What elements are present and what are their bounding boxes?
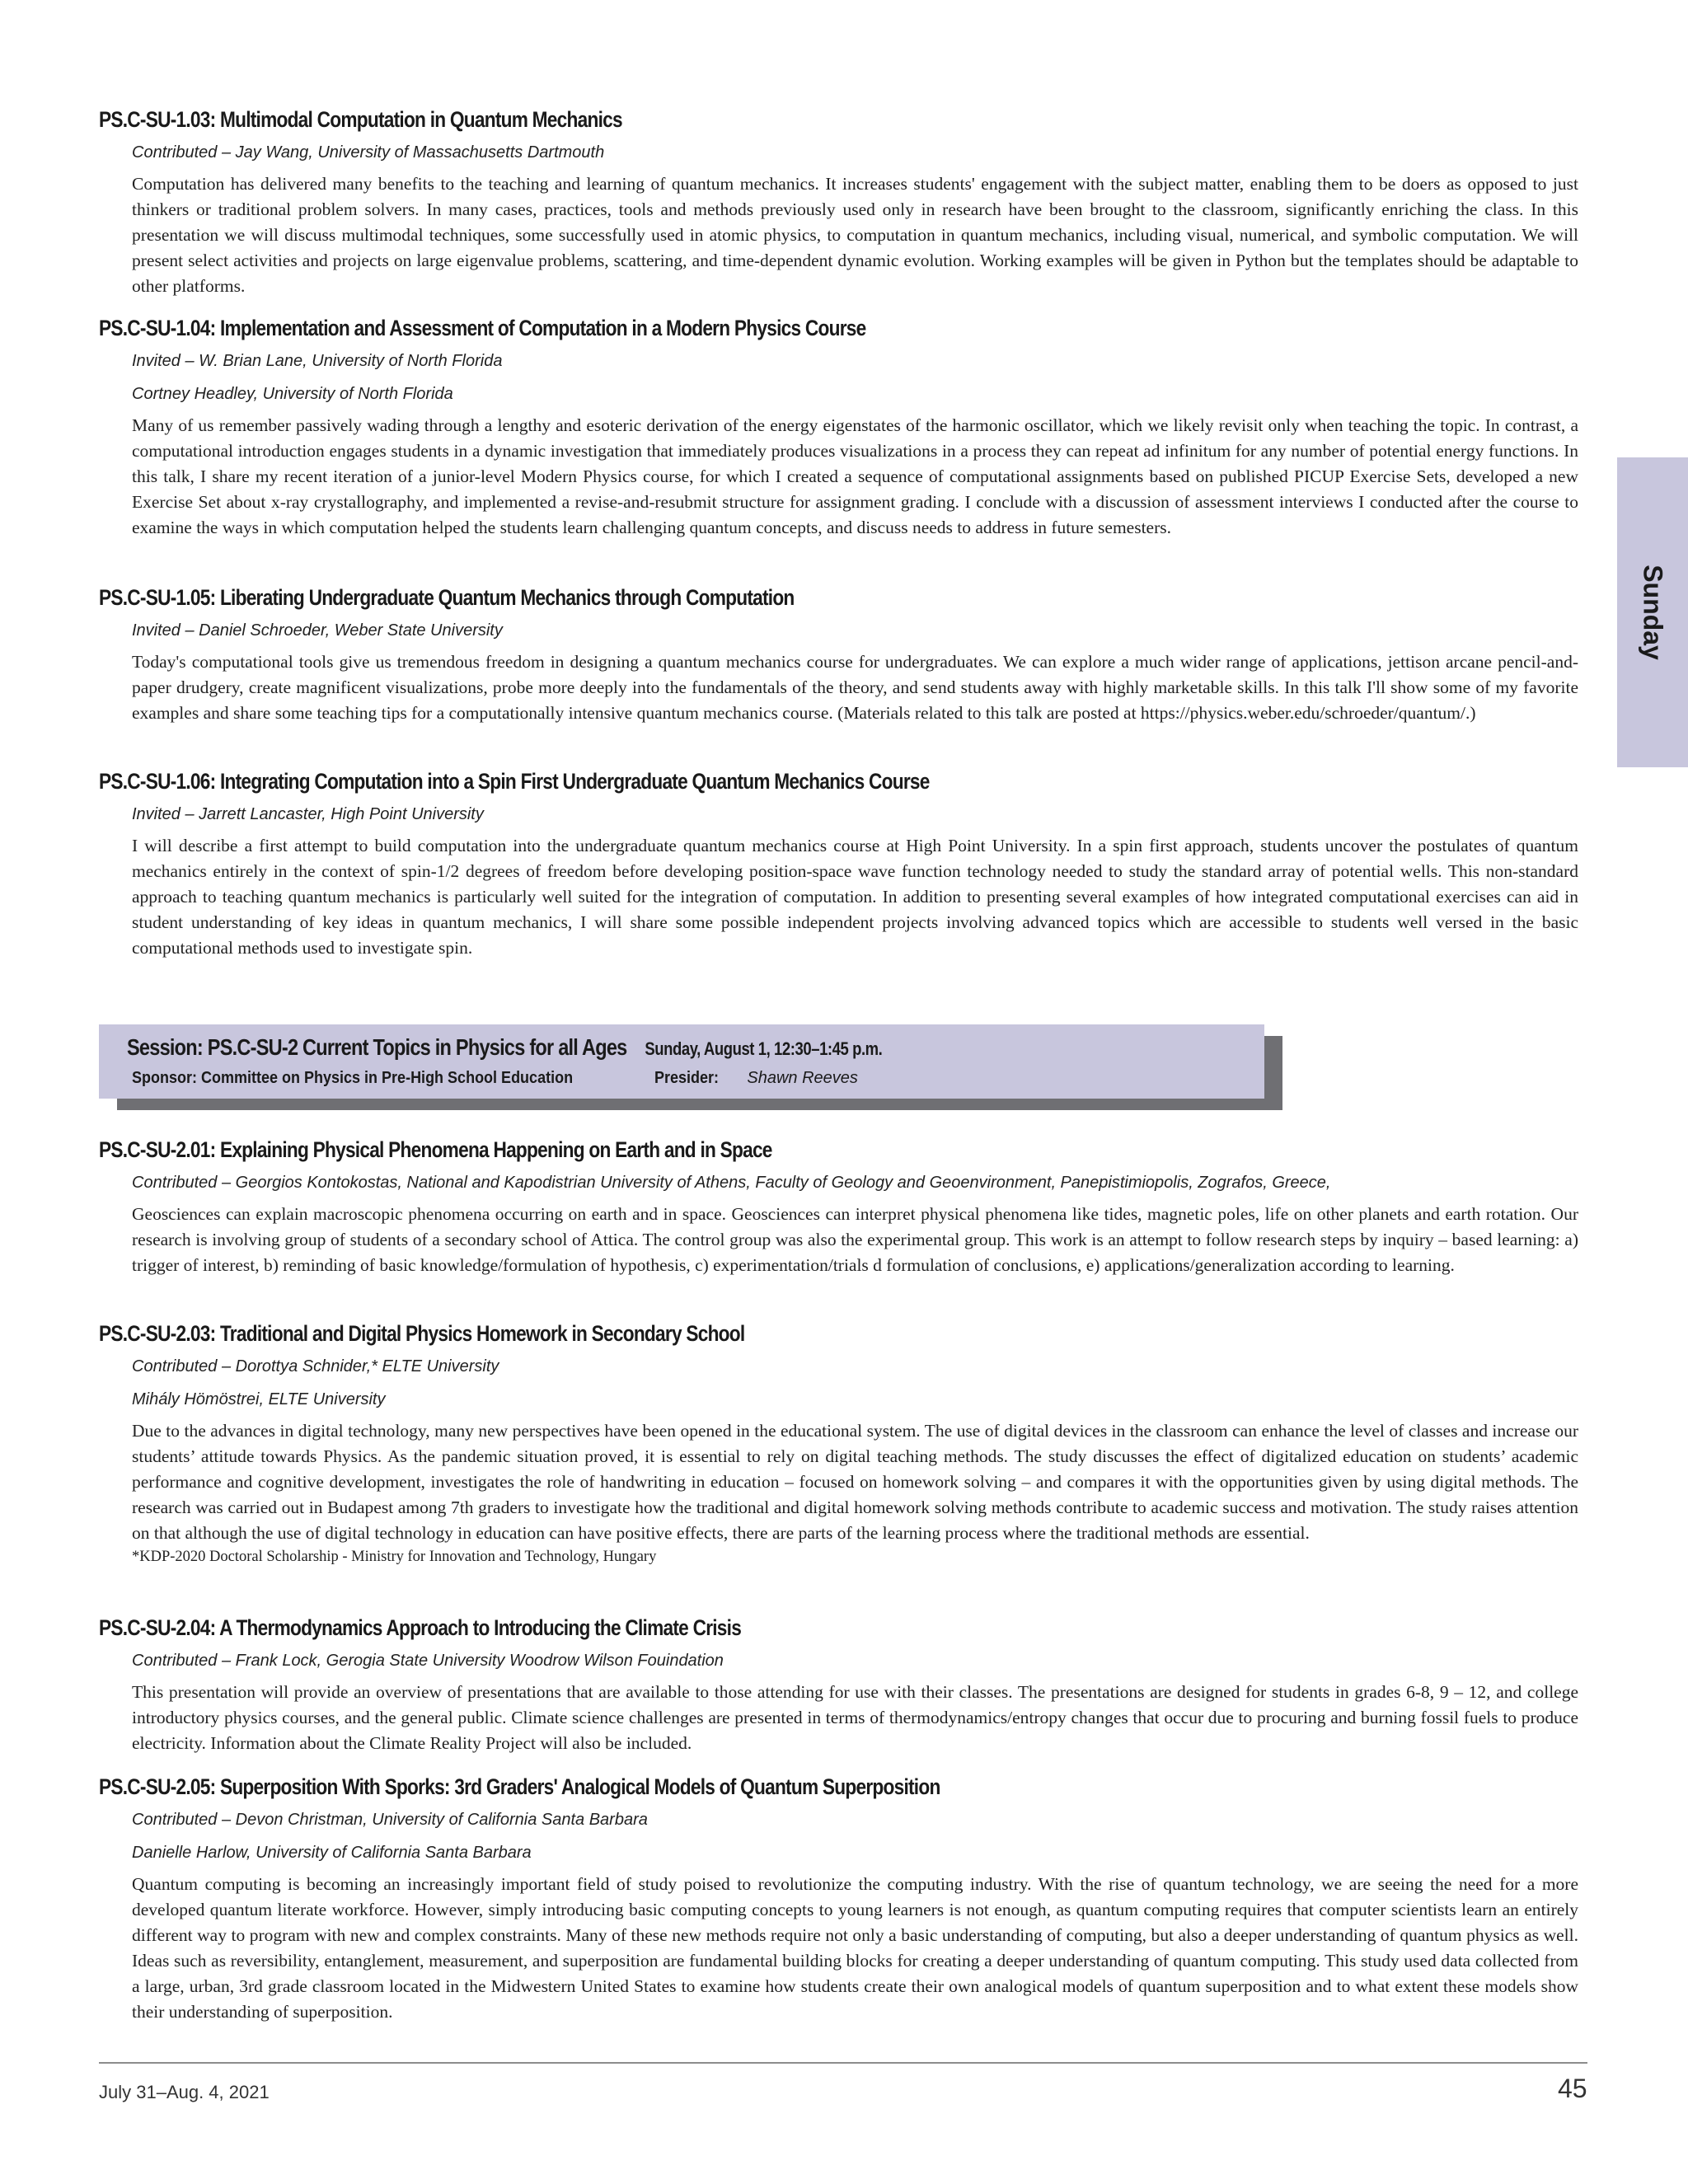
abstract-ps-c-su-2-05 [99,1773,1582,2025]
day-side-tab [1617,457,1688,767]
abstract-ps-c-su-2-01 [99,1136,1582,1278]
presider-label: Presider: [654,1069,720,1087]
abstract-title: PS.C-SU-2.01: Explaining Physical Phenomena Happening on Earth and in Space [99,1137,772,1162]
page-number: 45 [1558,2074,1587,2103]
abstract-author: Danielle Harlow, University of California Santa Barbara [132,1844,532,1862]
abstract-body: Today's computational tools give us tremendous freedom in designing a quantum mechanics course for undergraduates. We can explore a much wider range of applications, jettison arcane pencil-and-paper drudgery, create magnificent visualizations, probe more deeply into the fundamentals of the theory, and send students away with highly marketable skills. In this talk I'll show some of my favorite examples and share some teaching tips for a computationally intensive quantum mechanics course. (Materials related to this talk are posted at https://physics.weber.edu/schroeder/quantum/.) [132,652,1578,723]
day-side-tab-label: Sunday [1638,565,1668,660]
abstract-title: PS.C-SU-1.06: Integrating Computation into a Spin First Undergraduate Quantum Mechanics Course [99,769,930,794]
abstract-title: PS.C-SU-2.04: A Thermodynamics Approach to Introducing the Climate Crisis [99,1615,742,1640]
abstract-title: PS.C-SU-1.05: Liberating Undergraduate Quantum Mechanics through Computation [99,585,795,610]
abstract-ps-c-su-1-06 [99,767,1582,961]
abstract-body: Geosciences can explain macroscopic phenomena occurring on earth and in space. Geosciences can interpret physical phenomena like tides, magnetic poles, life on other planets and earth rotation. Our research is involving group of students of a secondary school of Attica. The control group was also the experimental group. This work is an attempt to follow research steps by inquiry – based learning: a) trigger of interest, b) reminding of basic knowledge/formulation of hypothesis, c) experimentation/trials d formulation of conclusions, e) applications/generalization according to learning. [132,1204,1578,1275]
abstract-body: I will describe a first attempt to build computation into the undergraduate quantum mechanics course at High Point University. In a spin first approach, students uncover the postulates of quantum mechanics entirely in the context of spin-1/2 degrees of freedom before developing position-space wave function technology needed to study the standard array of potential wells. This non-standard approach to teaching quantum mechanics is particularly well suited for the integration of computation. In addition to presenting several examples of how integrated computational exercises can aid in student understanding of key ideas in quantum mechanics, I will share some possible independent projects involving advanced topics which are accessible to students well versed in the basic computational methods used to investigate spin. [132,836,1578,958]
session-code: Session: PS.C-SU-2 Current Topics in Physics for all Ages [127,1034,627,1060]
abstract-body: Due to the advances in digital technology, many new perspectives have been opened in the educational system. The use of digital devices in the classroom can enhance the level of classes and increase our students’ attitude towards Physics. As the pandemic situation proved, it is essential to rely on digital teaching methods. The study discusses the effect of digitalized education on students’ academic performance and cognitive development, investigates the role of handwriting in education – focused on homework solving – and compares it with the opportunities given by using digital methods. The research was carried out in Budapest among 7th graders to investigate how the traditional and digital homework solving methods contribute to academic success and motivation. The study raises attention on that although the use of digital technology in education can have positive effects, there are parts of the learning process where the traditional methods are essential. [132,1421,1578,1543]
abstract-author: Mihály Hömöstrei, ELTE University [132,1390,386,1408]
session-sponsor-line [132,1069,858,1088]
footer-rule [99,2062,1587,2064]
abstract-title: PS.C-SU-1.03: Multimodal Computation in Quantum Mechanics [99,107,622,132]
session-datetime: Sunday, August 1, 12:30–1:45 p.m. [645,1038,883,1059]
abstract-author: Invited – Jarrett Lancaster, High Point University [132,805,484,823]
session-title-line [127,1034,882,1061]
abstract-body: Computation has delivered many benefits to the teaching and learning of quantum mechanics. It increases students' engagement with the subject matter, enabling them to be doers as opposed to just thinkers or traditional problem solvers. In many cases, practices, tools and methods previously used only in research have been brought to the classroom, significantly enriching the class. In this presentation we will discuss multimodal techniques, some successfully used in atomic physics, to computation in quantum mechanics, including visual, numerical, and symbolic computation. We will present select activities and projects on large eigenvalue problems, scattering, and time-dependent dynamic evolution. Working examples will be given in Python but the templates should be adaptable to other platforms. [132,174,1578,296]
presider-name: Shawn Reeves [747,1069,858,1087]
abstract-author: Invited – Daniel Schroeder, Weber State University [132,621,503,640]
abstract-ps-c-su-1-04 [99,314,1582,541]
abstract-title: PS.C-SU-1.04: Implementation and Assessment of Computation in a Modern Physics Course [99,316,866,340]
abstract-author: Invited – W. Brian Lane, University of North Florida [132,352,503,370]
abstract-author: Contributed – Georgios Kontokostas, National and Kapodistrian University of Athens, Faculty of Geology and Geoenvironment, Panepistimiopolis, Zografos, Greece, [132,1174,1331,1192]
abstract-title: PS.C-SU-2.05: Superposition With Sporks: 3rd Graders' Analogical Models of Quantum Superposition [99,1774,940,1799]
abstract-body: Many of us remember passively wading through a lengthy and esoteric derivation of the energy eigenstates of the harmonic oscillator, which we likely revisit only when teaching the topic. In contrast, a computational introduction engages students in a dynamic investigation that immediately produces visualizations in a process they can repeat ad infinitum for any number of potential energy functions. In this talk, I share my recent iteration of a junior-level Modern Physics course, for which I created a sequence of computational assignments based on published PICUP Exercise Sets, developed a new Exercise Set about x-ray crystallography, and implemented a revise-and-resubmit structure for assignment grading. I conclude with a discussion of assessment interviews I conducted after the course to examine the ways in which computation helped the students learn challenging quantum concepts, and discuss needs to address in future semesters. [132,415,1578,537]
abstract-ps-c-su-1-05 [99,583,1582,726]
abstract-title: PS.C-SU-2.03: Traditional and Digital Physics Homework in Secondary School [99,1321,745,1346]
abstract-body: Quantum computing is becoming an increasingly important field of study poised to revolutionize the computing industry. With the rise of quantum technology, we are seeing the need for a more developed quantum literate workforce. However, simply introducing basic computing concepts to young learners is not enough, as quantum computing requires that computer scientists learn an entirely different way to program with new and complex constraints. Many of these new methods require not only a basic understanding of computing, but also a deeper understanding of quantum physics as well. Ideas such as reversibility, entanglement, measurement, and superposition are fundamental building blocks for creating a deeper understanding of quantum computing. This study used data collected from a large, urban, 3rd grade classroom located in the Midwestern United States to examine how students create their own analogical models of quantum superposition and to what extent these models show their understanding of superposition. [132,1874,1578,2022]
session-header [99,1024,1264,1099]
abstract-author: Contributed – Devon Christman, University of California Santa Barbara [132,1811,648,1829]
abstract-author: Contributed – Jay Wang, University of Massachusetts Dartmouth [132,143,605,162]
abstract-author: Contributed – Frank Lock, Gerogia State University Woodrow Wilson Fouindation [132,1652,724,1670]
abstract-ps-c-su-2-03 [99,1319,1582,1568]
abstract-footnote: *KDP-2020 Doctoral Scholarship - Ministry for Innovation and Technology, Hungary [132,1549,657,1565]
abstract-author: Cortney Headley, University of North Florida [132,385,453,403]
footer-date: July 31–Aug. 4, 2021 [99,2082,270,2102]
session-sponsor: Sponsor: Committee on Physics in Pre-High School Education [132,1069,574,1087]
abstract-ps-c-su-2-04 [99,1614,1582,1756]
abstract-body: This presentation will provide an overview of presentations that are available to those attending for use with their classes. The presentations are designed for students in grades 6-8, 9 – 12, and college introductory physics courses, and the general public. Climate science challenges are presented in terms of thermodynamics/entropy changes that occur due to procuring and burning fossil fuels to produce electricity. Information about the Climate Reality Project will also be included. [132,1682,1578,1753]
abstract-ps-c-su-1-03 [99,105,1582,299]
abstract-author: Contributed – Dorottya Schnider,* ELTE University [132,1357,499,1376]
